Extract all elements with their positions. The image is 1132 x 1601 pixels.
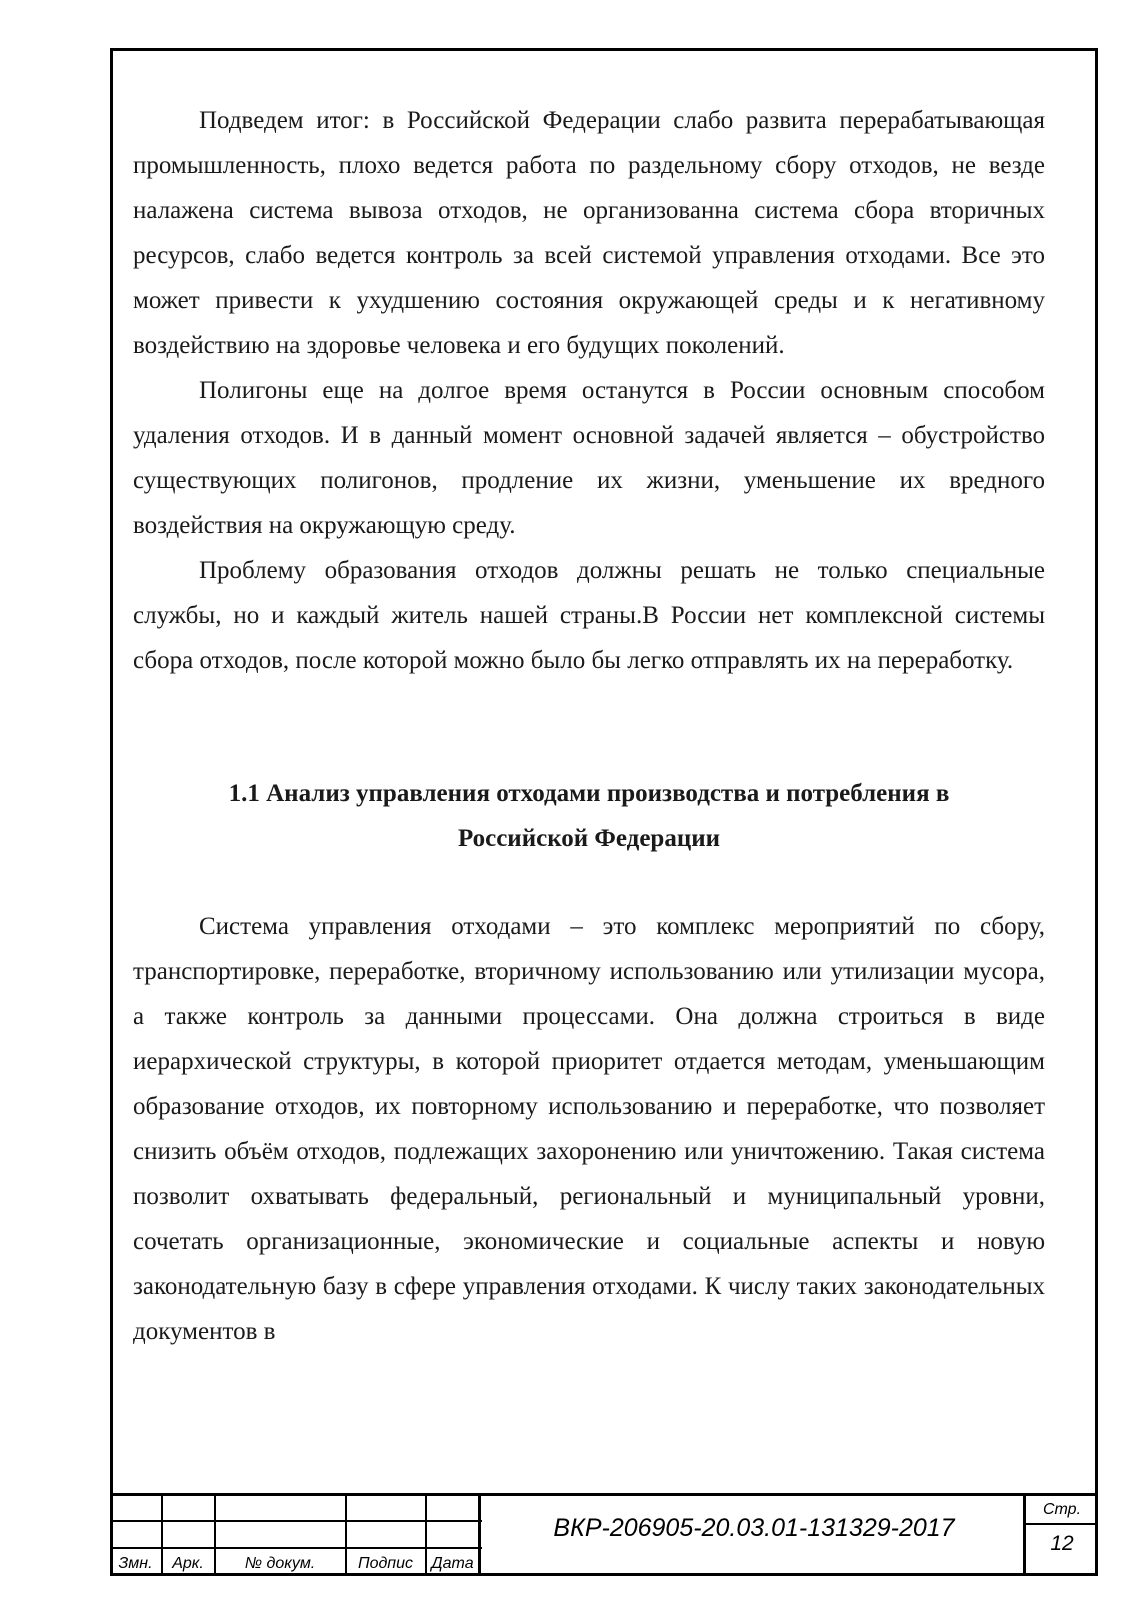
paragraph: Система управления отходами – это комплекс мероприятий по сбору, транспортировке, переработке, вторичному использованию или утилизации мусора, а также контроль за данными процессами. Она должна строиться в виде иерархической структуры, в которой приоритет отдается методам, уменьшающим образование отходов, их повторному использованию и переработке, что позволяет снизить объём отходов, подлежащих захоронению или уничтожению. Такая система позволит охватывать федеральный, региональный и муниципальный уровни, сочетать организационные, экономические и социальные аспекты и новую законодательную базу в сфере управления отходами. К числу таких законодательных документов в [133,913,1045,1345]
stamp-col-date: Дата [431,1555,474,1572]
page-number: 12 [1050,1532,1074,1555]
page-label: Стр. [1042,1501,1082,1518]
document-code: ВКР-206905-20.03.01-131329-2017 [553,1514,955,1542]
paragraph: Полигоны еще на долгое время останутся в России основным способом удаления отходов. И в данный момент основной задачей является – обустройство существующих полигонов, продление их жизни, уменьшение их вредного воздействия на окружающую среду. [133,377,1045,539]
stamp-col-doc: № докум. [244,1555,316,1572]
paragraph: Проблему образования отходов должны решать не только специальные службы, но и каждый житель нашей страны.В России нет комплексной системы сбора отходов, после которой можно было бы легко отправлять их на переработку. [133,557,1045,674]
section-heading: 1.1 Анализ управления отходами производства и потребления в Российской Федерации [228,780,950,852]
document-body [133,98,1045,1354]
paragraph: Подведем итог: в Российской Федерации слабо развита перерабатывающая промышленность, плохо ведется работа по раздельному сбору отходов, не везде налажена система вывоза отходов, не организованна система сбора вторичных ресурсов, слабо ведется контроль за всей системой управления отходами. Все это может привести к ухудшению состояния окружающей среды и к негативному воздействию на здоровье человека и его будущих поколений. [133,107,1045,359]
stamp-col-izm: Змн. [118,1555,153,1572]
stamp-col-list: Арк. [172,1555,204,1572]
stamp-col-sign: Подпис [357,1555,414,1572]
title-block-stamp [110,1493,1098,1576]
